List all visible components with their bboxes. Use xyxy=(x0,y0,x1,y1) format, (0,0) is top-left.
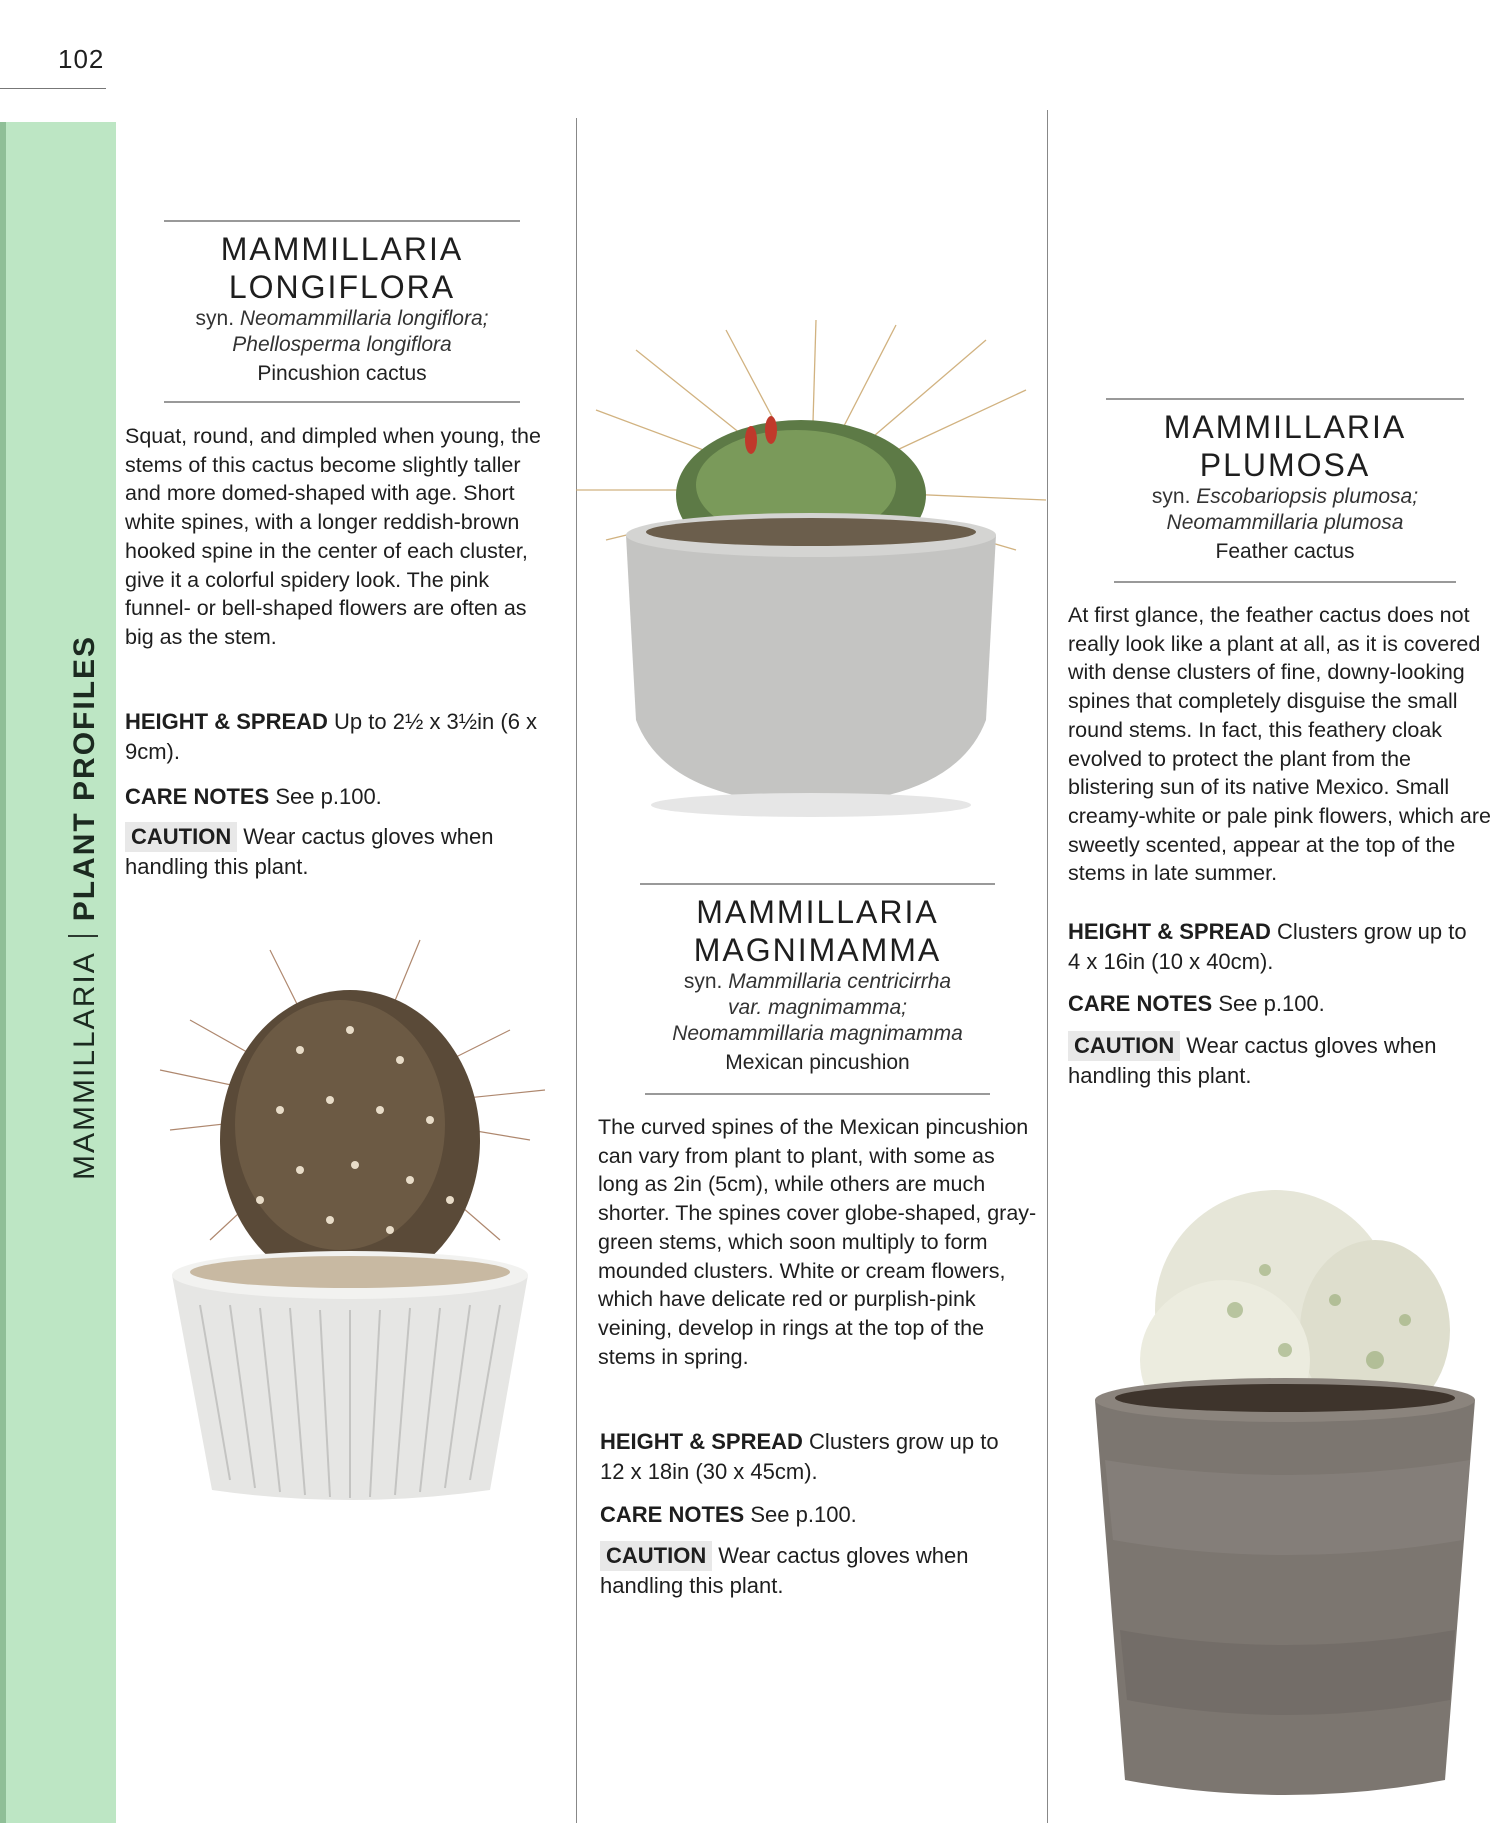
side-tab-divider xyxy=(68,935,98,937)
column-divider-2 xyxy=(1047,110,1048,1823)
caution-label: CAUTION xyxy=(125,822,237,852)
plant-title xyxy=(1090,408,1480,484)
height-spread xyxy=(1068,917,1483,977)
syn-prefix: syn. xyxy=(195,307,235,330)
pincushion-cactus-photo xyxy=(150,910,550,1510)
synonyms xyxy=(620,969,1015,1047)
care-notes xyxy=(600,1500,1020,1530)
care-notes xyxy=(1068,989,1483,1019)
caution-value: Wear cactus gloves when handling this plant. xyxy=(600,1543,969,1598)
care-notes xyxy=(125,782,555,812)
caution xyxy=(600,1541,1020,1601)
syn-name: Escobariopsis plumosa; xyxy=(1196,485,1419,508)
care-notes-label: CARE NOTES xyxy=(1068,991,1213,1016)
plant-title-line: MAGNIMAMMA xyxy=(693,932,942,968)
care-notes-label: CARE NOTES xyxy=(600,1502,745,1527)
height-spread xyxy=(125,707,555,767)
feather-cactus-photo xyxy=(1075,1160,1495,1820)
heading-rule-top xyxy=(640,883,995,885)
plant-title-line: MAMMILLARIA xyxy=(1163,409,1407,445)
plant-description: Squat, round, and dimpled when young, the stems of this cactus become slightly taller and more domed-shaped with age. Short white spines, with a longer reddish-brown hooked spine in the center of each cluster, give it a colorful spidery look. The pink funnel- or bell-shaped flowers are often as big as the stem. xyxy=(125,424,541,649)
care-notes-value: See p.100. xyxy=(750,1502,857,1527)
heading-rule-bottom xyxy=(1114,581,1456,583)
plant-heading xyxy=(164,230,520,388)
height-spread-value: Up to 2½ x 3½in (6 x 9cm). xyxy=(125,709,538,764)
caution-value: Wear cactus gloves when handling this plant. xyxy=(125,824,494,879)
plant-title-line: PLUMOSA xyxy=(1199,447,1371,483)
plant-title-line: LONGIFLORA xyxy=(228,269,456,305)
syn-name: Phellosperma longiflora xyxy=(232,333,452,356)
plant-heading xyxy=(1090,408,1480,566)
syn-prefix: syn. xyxy=(683,970,723,993)
height-spread-label: HEIGHT & SPREAD xyxy=(1068,919,1271,944)
side-tab-prefix: MAMMILLARIA xyxy=(68,951,101,1180)
heading-rule-top xyxy=(1106,398,1464,400)
syn-prefix: syn. xyxy=(1151,485,1191,508)
plant-title-line: MAMMILLARIA xyxy=(220,231,464,267)
heading-rule-bottom xyxy=(645,1093,990,1095)
side-tab-section: PLANT PROFILES xyxy=(68,634,101,922)
heading-rule-top xyxy=(164,220,520,222)
mexican-pincushion-photo xyxy=(576,320,1046,830)
caution-label: CAUTION xyxy=(600,1541,712,1571)
care-notes-label: CARE NOTES xyxy=(125,784,270,809)
height-spread-value: Clusters grow up to 4 x 16in (10 x 40cm). xyxy=(1068,919,1467,974)
syn-name: Neomammillaria plumosa xyxy=(1166,511,1404,534)
page-number: 102 xyxy=(58,44,105,74)
plant-description: The curved spines of the Mexican pincushion can vary from plant to plant, with some as long as 2in (5cm), while others are much shorter. The spines cover globe-shaped, gray-green stems, which soon multiply to form mounded clusters. White or cream flowers, which have delicate red or purplish-pink veining, develop in rings at the top of the stems in spring. xyxy=(598,1115,1037,1369)
plant-title xyxy=(164,230,520,306)
side-tab-label xyxy=(68,635,102,1180)
height-spread-label: HEIGHT & SPREAD xyxy=(125,709,328,734)
caution xyxy=(1068,1031,1483,1091)
syn-name: Mammillaria centricirrha xyxy=(728,970,952,993)
syn-name: Neomammillaria magnimamma xyxy=(672,1022,963,1045)
common-name: Mexican pincushion xyxy=(725,1051,910,1074)
plant-heading xyxy=(620,893,1015,1077)
synonyms xyxy=(164,306,520,358)
synonyms xyxy=(1090,484,1480,536)
side-tab-edge xyxy=(0,122,6,1823)
care-notes-value: See p.100. xyxy=(275,784,382,809)
common-name: Pincushion cactus xyxy=(257,362,427,385)
page-number-rule xyxy=(0,88,106,89)
syn-name: var. magnimamma; xyxy=(728,996,907,1019)
caution-value: Wear cactus gloves when handling this plant. xyxy=(1068,1033,1437,1088)
heading-rule-bottom xyxy=(164,401,520,403)
plant-title xyxy=(620,893,1015,969)
syn-name: Neomammillaria longiflora; xyxy=(239,307,489,330)
height-spread-label: HEIGHT & SPREAD xyxy=(600,1429,803,1454)
plant-title-line: MAMMILLARIA xyxy=(696,894,939,930)
plant-description: At first glance, the feather cactus does not really look like a plant at all, as it is covered with dense clusters of fine, downy-looking spines that completely disguise the small round stems. In fact, this feathery cloak evolved to protect the plant from the blistering sun of its native Mexico. Small creamy-white or pale pink flowers, which are sweetly scented, appear at the top of the stems in late summer. xyxy=(1068,603,1491,886)
common-name: Feather cactus xyxy=(1215,540,1355,563)
caution-label: CAUTION xyxy=(1068,1031,1180,1061)
care-notes-value: See p.100. xyxy=(1218,991,1325,1016)
height-spread xyxy=(600,1427,1020,1487)
caution xyxy=(125,822,555,882)
height-spread-value: Clusters grow up to 12 x 18in (30 x 45cm). xyxy=(600,1429,999,1484)
